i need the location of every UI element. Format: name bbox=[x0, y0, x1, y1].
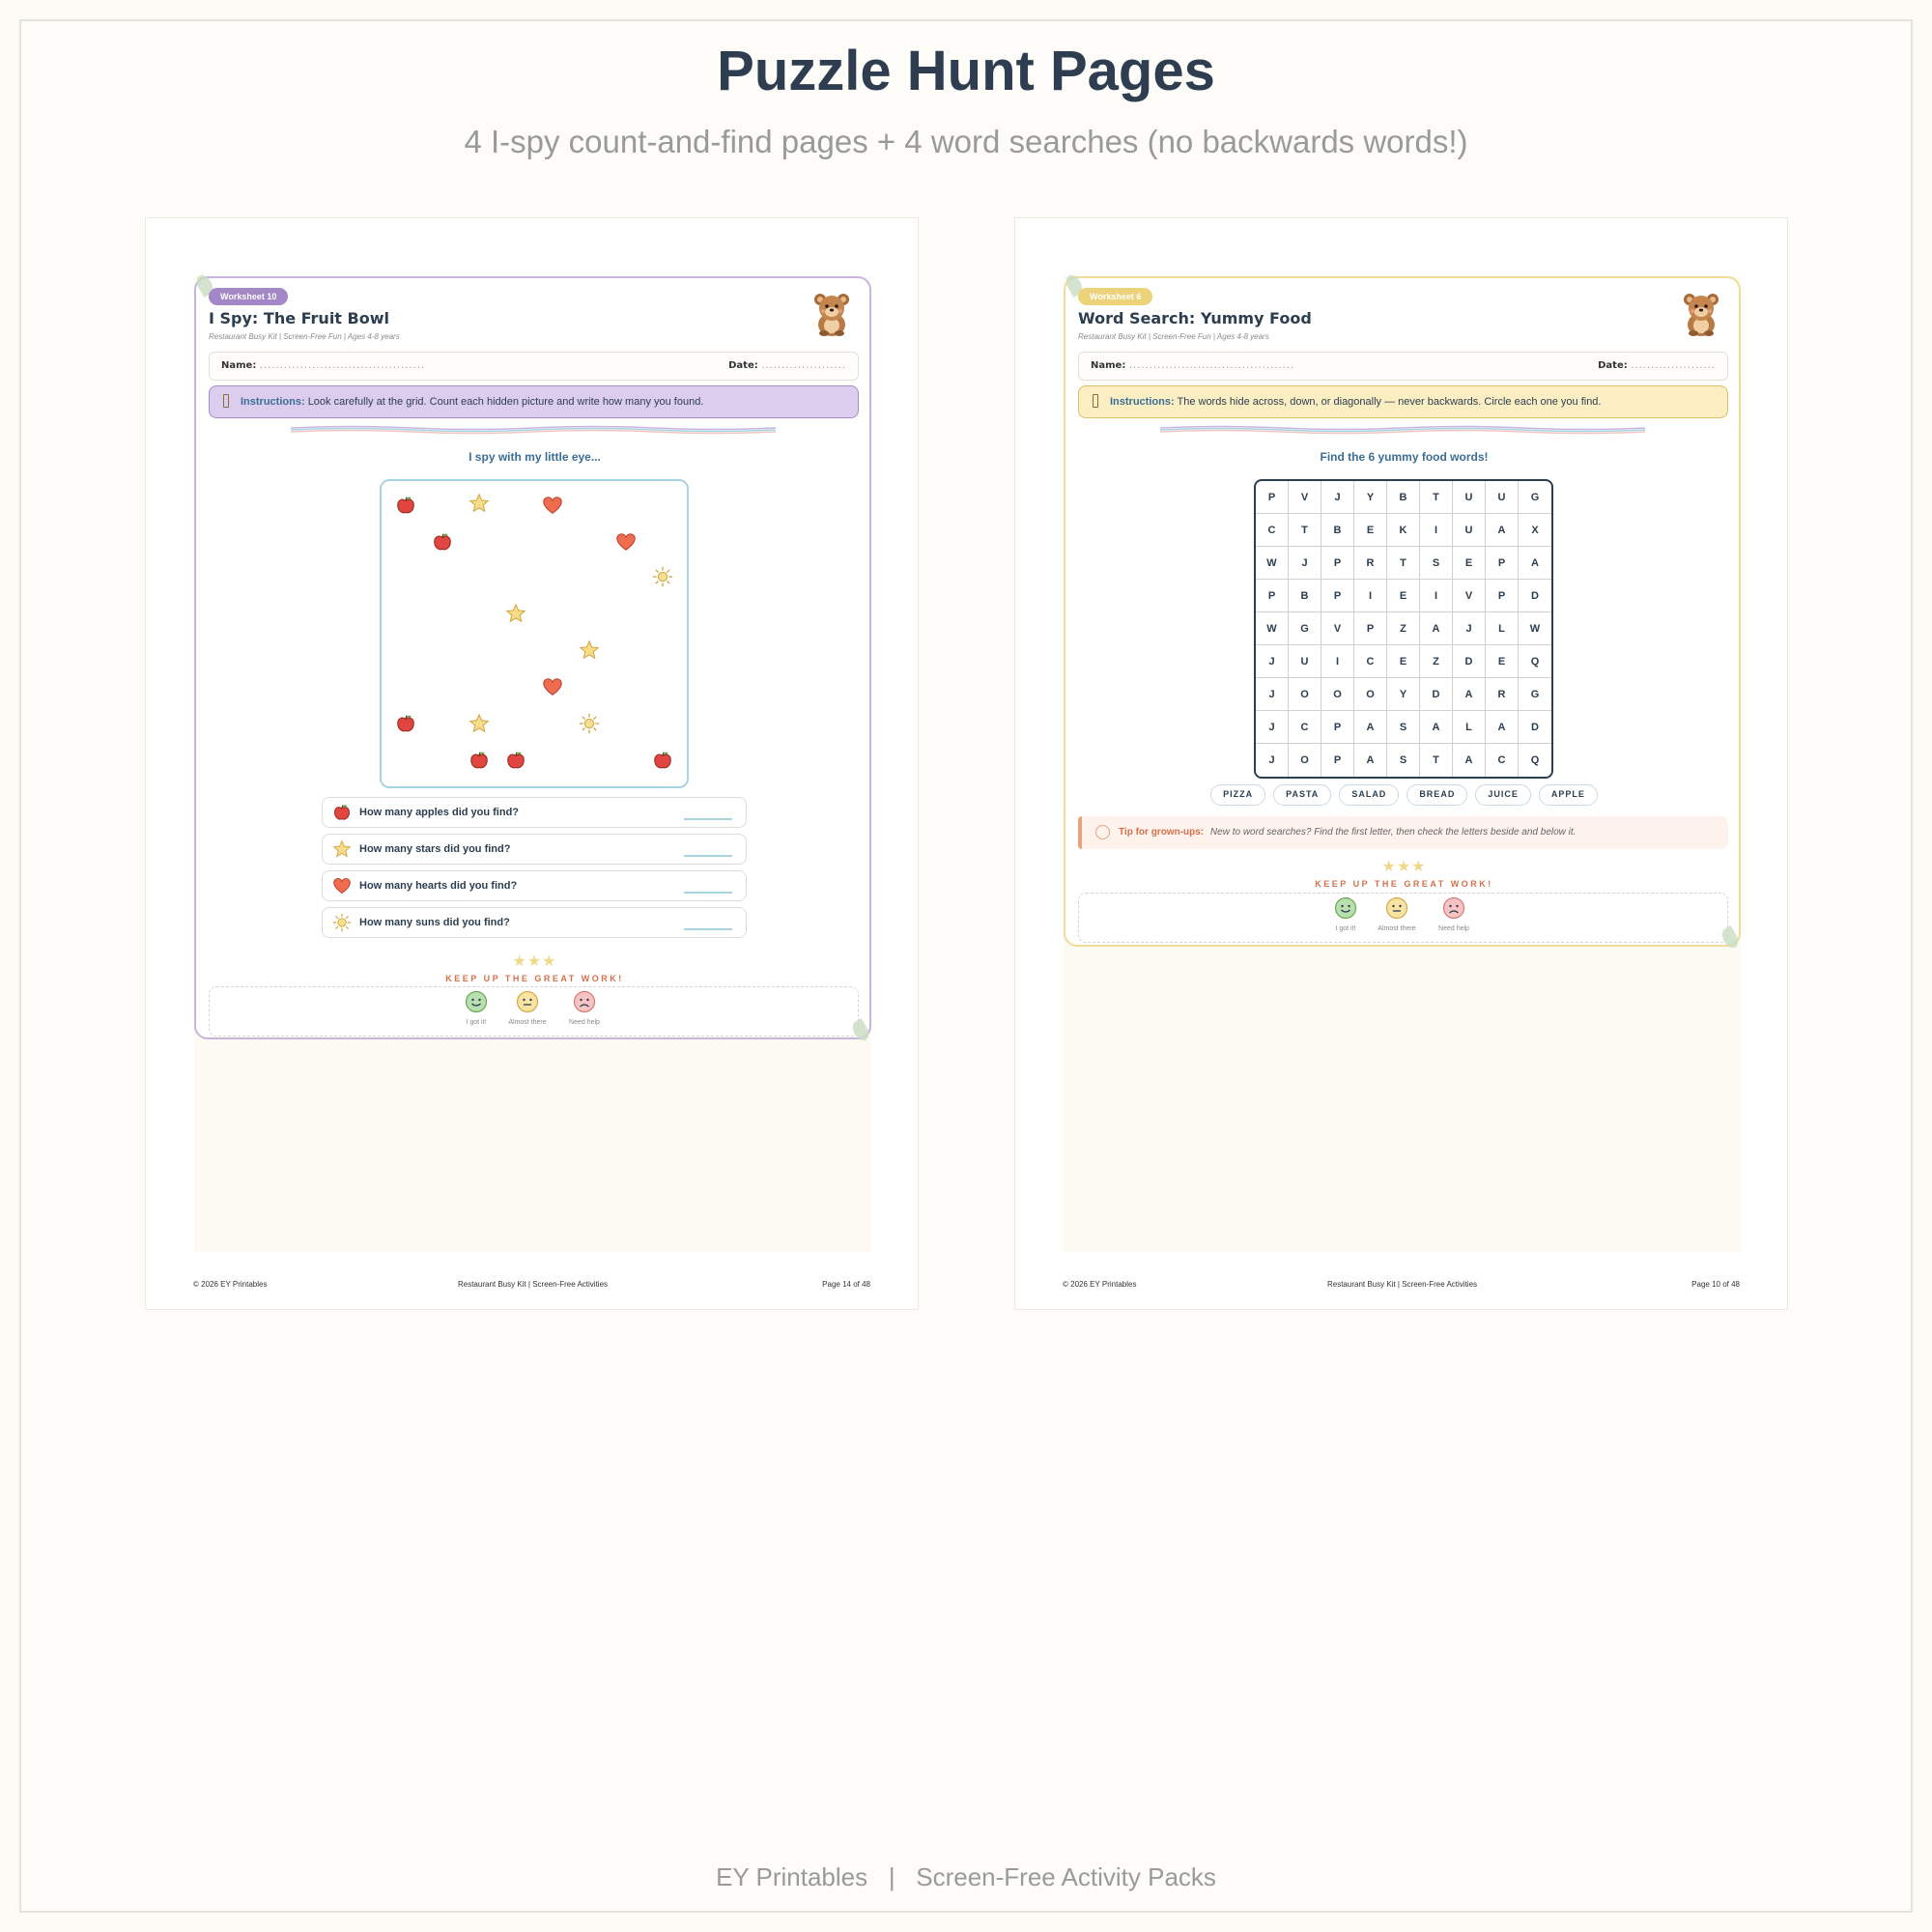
grid-cell[interactable]: P bbox=[1256, 481, 1289, 514]
feedback-label: I got it! bbox=[466, 1019, 487, 1026]
grid-cell[interactable]: A bbox=[1486, 711, 1519, 744]
grid-cell[interactable]: O bbox=[1354, 678, 1387, 711]
sheet-inner bbox=[194, 276, 871, 1252]
grid-cell[interactable]: W bbox=[1256, 547, 1289, 580]
i-spy-grid bbox=[380, 479, 689, 788]
instructions-text: The words hide across, down, or diagonally — never backwards. Circle each one you find. bbox=[1177, 396, 1602, 408]
word-chip: SALAD bbox=[1339, 784, 1399, 806]
sun-icon bbox=[652, 566, 673, 587]
grid-cell[interactable]: A bbox=[1453, 678, 1486, 711]
footer-separator: | bbox=[888, 1862, 895, 1891]
grid-cell[interactable]: B bbox=[1321, 514, 1354, 547]
worksheet-card bbox=[1064, 276, 1741, 947]
worksheet-badge: Worksheet 10 bbox=[209, 288, 288, 305]
apple-icon bbox=[395, 713, 416, 734]
word-chip: BREAD bbox=[1406, 784, 1467, 806]
grid-cell[interactable]: J bbox=[1321, 481, 1354, 514]
worksheet-badge: Worksheet 6 bbox=[1078, 288, 1152, 305]
grid-cell[interactable]: V bbox=[1453, 580, 1486, 612]
word-chip: PASTA bbox=[1273, 784, 1331, 806]
happy-face-icon[interactable] bbox=[465, 990, 488, 1013]
grid-cell[interactable]: T bbox=[1289, 514, 1321, 547]
sad-face-icon[interactable] bbox=[1442, 896, 1465, 920]
question-row-stars bbox=[322, 834, 747, 865]
apple-icon bbox=[395, 495, 416, 516]
answer-line[interactable] bbox=[684, 892, 732, 894]
grid-cell[interactable]: E bbox=[1387, 580, 1420, 612]
grid-cell[interactable]: A bbox=[1486, 514, 1519, 547]
grid-cell[interactable]: X bbox=[1519, 514, 1551, 547]
word-search-grid bbox=[1254, 479, 1553, 779]
feedback-label: Need help bbox=[569, 1019, 600, 1026]
page-subtitle: 4 I-spy count-and-find pages + 4 word searches (no backwards words!) bbox=[464, 124, 1468, 159]
grid-cell[interactable]: P bbox=[1486, 547, 1519, 580]
grid-cell[interactable]: J bbox=[1289, 547, 1321, 580]
pencil-icon bbox=[1093, 394, 1098, 408]
grid-cell[interactable]: C bbox=[1354, 645, 1387, 678]
grid-cell[interactable]: S bbox=[1387, 744, 1420, 777]
grid-cell[interactable]: J bbox=[1256, 744, 1289, 777]
grid-cell[interactable]: A bbox=[1519, 547, 1551, 580]
page-footer-number: Page 10 of 48 bbox=[1691, 1280, 1740, 1289]
worksheet-title: Word Search: Yummy Food bbox=[1078, 309, 1312, 327]
rating-stars: ★★★ bbox=[1381, 857, 1427, 875]
grid-cell[interactable]: R bbox=[1486, 678, 1519, 711]
grid-cell[interactable]: T bbox=[1387, 547, 1420, 580]
wave-divider-icon bbox=[1160, 425, 1645, 435]
word-bank bbox=[1065, 784, 1743, 806]
tip-text: New to word searches? Find the first letter, then check the letters beside and below it. bbox=[1209, 827, 1577, 838]
grid-cell[interactable]: G bbox=[1519, 481, 1551, 514]
heart-icon bbox=[615, 531, 637, 553]
wave-divider-icon bbox=[291, 425, 776, 435]
answer-line[interactable] bbox=[684, 855, 732, 857]
date-label: Date: bbox=[1598, 360, 1628, 371]
grid-cell[interactable]: V bbox=[1289, 481, 1321, 514]
name-date-row: Name: ......................................... Date: ..................... bbox=[209, 352, 859, 381]
brand-name: EY Printables bbox=[716, 1862, 868, 1891]
heart-icon bbox=[542, 495, 563, 516]
grid-cell[interactable]: E bbox=[1486, 645, 1519, 678]
grid-cell[interactable]: U bbox=[1453, 514, 1486, 547]
question-text: How many suns did you find? bbox=[359, 917, 510, 928]
pencil-icon bbox=[223, 394, 229, 408]
sad-face-icon[interactable] bbox=[573, 990, 596, 1013]
grid-cell[interactable]: C bbox=[1256, 514, 1289, 547]
feedback-label: I got it! bbox=[1335, 925, 1356, 932]
grid-cell[interactable]: J bbox=[1453, 612, 1486, 645]
grid-cell[interactable]: A bbox=[1453, 744, 1486, 777]
grid-cell[interactable]: S bbox=[1387, 711, 1420, 744]
apple-icon bbox=[505, 750, 526, 771]
bear-icon bbox=[1681, 292, 1721, 336]
grid-cell[interactable]: D bbox=[1519, 580, 1551, 612]
star-icon bbox=[469, 713, 490, 734]
feedback-label: Almost there bbox=[1378, 925, 1416, 932]
date-label: Date: bbox=[728, 360, 758, 371]
instructions-box bbox=[1078, 385, 1728, 418]
question-row-suns bbox=[322, 907, 747, 938]
star-icon bbox=[579, 639, 600, 661]
tip-label: Tip for grown-ups: bbox=[1119, 827, 1205, 838]
grid-cell[interactable]: I bbox=[1321, 645, 1354, 678]
grid-cell[interactable]: O bbox=[1289, 744, 1321, 777]
grid-cell[interactable]: A bbox=[1354, 744, 1387, 777]
keep-up-label: KEEP UP THE GREAT WORK! bbox=[1315, 879, 1493, 889]
grid-cell[interactable]: L bbox=[1486, 612, 1519, 645]
worksheet-preview-word-search bbox=[1014, 217, 1788, 1310]
grid-cell[interactable]: I bbox=[1420, 514, 1453, 547]
page-footer-number: Page 14 of 48 bbox=[822, 1280, 870, 1289]
grid-cell[interactable]: U bbox=[1453, 481, 1486, 514]
bear-icon bbox=[811, 292, 852, 336]
sun-icon bbox=[579, 713, 600, 734]
grid-cell[interactable]: Q bbox=[1530, 754, 1540, 766]
rating-stars: ★★★ bbox=[512, 952, 557, 970]
grid-cell[interactable]: W bbox=[1519, 612, 1551, 645]
word-chip: APPLE bbox=[1539, 784, 1598, 806]
grid-cell[interactable]: D bbox=[1420, 678, 1453, 711]
worksheet-preview-i-spy bbox=[145, 217, 919, 1310]
star-icon bbox=[469, 493, 490, 514]
lightbulb-icon bbox=[1095, 825, 1110, 839]
grid-cell[interactable]: O bbox=[1289, 678, 1321, 711]
grid-cell[interactable]: D bbox=[1519, 711, 1551, 744]
grid-cell[interactable]: G bbox=[1289, 612, 1321, 645]
grid-cell[interactable]: B bbox=[1289, 580, 1321, 612]
neutral-face-icon[interactable] bbox=[516, 990, 539, 1013]
section-title: Find the 6 yummy food words! bbox=[1320, 450, 1489, 464]
instructions-text: Look carefully at the grid. Count each hidden picture and write how many you found. bbox=[307, 396, 704, 408]
grid-cell[interactable]: I bbox=[1354, 580, 1387, 612]
grid-cell[interactable]: P bbox=[1321, 547, 1354, 580]
grid-cell[interactable]: J bbox=[1256, 711, 1289, 744]
grid-cell[interactable]: P bbox=[1354, 612, 1387, 645]
page-footer-title: Restaurant Busy Kit | Screen-Free Activities bbox=[1326, 1280, 1478, 1289]
grid-cell[interactable]: T bbox=[1420, 481, 1453, 514]
name-label: Name: bbox=[1091, 360, 1126, 371]
grid-cell[interactable]: T bbox=[1420, 744, 1453, 777]
grid-cell[interactable]: P bbox=[1486, 580, 1519, 612]
grid-cell[interactable]: E bbox=[1453, 547, 1486, 580]
page-footer-copyright: © 2026 EY Printables bbox=[193, 1280, 268, 1289]
grid-cell[interactable]: Q bbox=[1519, 645, 1551, 678]
heart-icon bbox=[542, 676, 563, 697]
happy-face-icon[interactable] bbox=[1334, 896, 1357, 920]
star-icon bbox=[332, 839, 352, 859]
grid-cell[interactable]: O bbox=[1321, 678, 1354, 711]
feedback-label: Need help bbox=[1438, 925, 1469, 932]
page-title: Puzzle Hunt Pages bbox=[717, 40, 1215, 102]
grid-cell[interactable]: E bbox=[1354, 514, 1387, 547]
sheet-inner bbox=[1064, 276, 1741, 1252]
heart-icon bbox=[332, 876, 352, 895]
star-icon bbox=[505, 603, 526, 624]
grid-cell[interactable]: Y bbox=[1354, 481, 1387, 514]
grid-cell[interactable]: Z bbox=[1420, 645, 1453, 678]
grid-cell[interactable]: D bbox=[1453, 645, 1486, 678]
grid-cell[interactable]: R bbox=[1354, 547, 1387, 580]
instructions-label: Instructions: bbox=[1110, 396, 1175, 408]
question-text: How many apples did you find? bbox=[359, 807, 520, 818]
apple-icon bbox=[332, 803, 352, 822]
grid-cell[interactable]: A bbox=[1354, 711, 1387, 744]
self-check-box bbox=[209, 986, 859, 1037]
word-chip: JUICE bbox=[1475, 784, 1531, 806]
grid-cell[interactable]: S bbox=[1420, 547, 1453, 580]
apple-icon bbox=[652, 750, 673, 771]
neutral-face-icon[interactable] bbox=[1385, 896, 1408, 920]
grid-cell[interactable]: C bbox=[1289, 711, 1321, 744]
question-row-hearts bbox=[322, 870, 747, 901]
sun-icon bbox=[332, 913, 352, 932]
grid-cell[interactable]: A bbox=[1420, 612, 1453, 645]
brand-tagline: Screen-Free Activity Packs bbox=[916, 1862, 1216, 1891]
self-check-box bbox=[1078, 893, 1728, 943]
page-footer-title: Restaurant Busy Kit | Screen-Free Activities bbox=[457, 1280, 609, 1289]
page-footer-copyright: © 2026 EY Printables bbox=[1063, 1280, 1137, 1289]
instructions-box bbox=[209, 385, 859, 418]
grid-cell[interactable]: U bbox=[1486, 481, 1519, 514]
brand-footer bbox=[0, 1862, 1932, 1892]
grid-cell[interactable]: V bbox=[1321, 612, 1354, 645]
question-row-apples bbox=[322, 797, 747, 828]
grid-cell[interactable]: J bbox=[1256, 678, 1289, 711]
keep-up-label: KEEP UP THE GREAT WORK! bbox=[445, 974, 624, 983]
grid-cell[interactable]: E bbox=[1387, 645, 1420, 678]
grid-cell[interactable]: P bbox=[1321, 711, 1354, 744]
feedback-label: Almost there bbox=[508, 1019, 547, 1026]
grid-cell[interactable]: P bbox=[1256, 580, 1289, 612]
answer-line[interactable] bbox=[684, 928, 732, 930]
worksheet-title: I Spy: The Fruit Bowl bbox=[209, 309, 389, 327]
word-chip: PIZZA bbox=[1210, 784, 1265, 806]
worksheet-card bbox=[194, 276, 871, 1039]
grid-cell[interactable]: J bbox=[1256, 645, 1289, 678]
question-text: How many hearts did you find? bbox=[359, 880, 518, 892]
grid-cell[interactable]: Z bbox=[1387, 612, 1420, 645]
name-date-row: Name: ......................................... Date: ..................... bbox=[1078, 352, 1728, 381]
grid-cell[interactable]: C bbox=[1486, 744, 1519, 777]
worksheet-subtitle: Restaurant Busy Kit | Screen-Free Fun | Ages 4-8 years bbox=[209, 332, 400, 341]
worksheet-subtitle: Restaurant Busy Kit | Screen-Free Fun | Ages 4-8 years bbox=[1078, 332, 1269, 341]
question-text: How many stars did you find? bbox=[359, 843, 511, 855]
grid-cell[interactable]: L bbox=[1453, 711, 1486, 744]
grid-cell[interactable]: B bbox=[1387, 481, 1420, 514]
tip-box bbox=[1078, 816, 1728, 849]
section-title: I spy with my little eye... bbox=[469, 450, 601, 464]
grid-cell[interactable]: W bbox=[1256, 612, 1289, 645]
grid-cell[interactable]: P bbox=[1321, 744, 1354, 777]
answer-line[interactable] bbox=[684, 818, 732, 820]
instructions-label: Instructions: bbox=[241, 396, 305, 408]
grid-cell[interactable]: Y bbox=[1387, 678, 1420, 711]
grid-cell[interactable]: U bbox=[1289, 645, 1321, 678]
name-label: Name: bbox=[221, 360, 257, 371]
grid-cell[interactable]: I bbox=[1420, 580, 1453, 612]
apple-icon bbox=[432, 531, 453, 553]
grid-cell[interactable]: G bbox=[1519, 678, 1551, 711]
apple-icon bbox=[469, 750, 490, 771]
grid-cell[interactable]: K bbox=[1387, 514, 1420, 547]
grid-cell[interactable]: A bbox=[1420, 711, 1453, 744]
grid-cell[interactable]: P bbox=[1321, 580, 1354, 612]
